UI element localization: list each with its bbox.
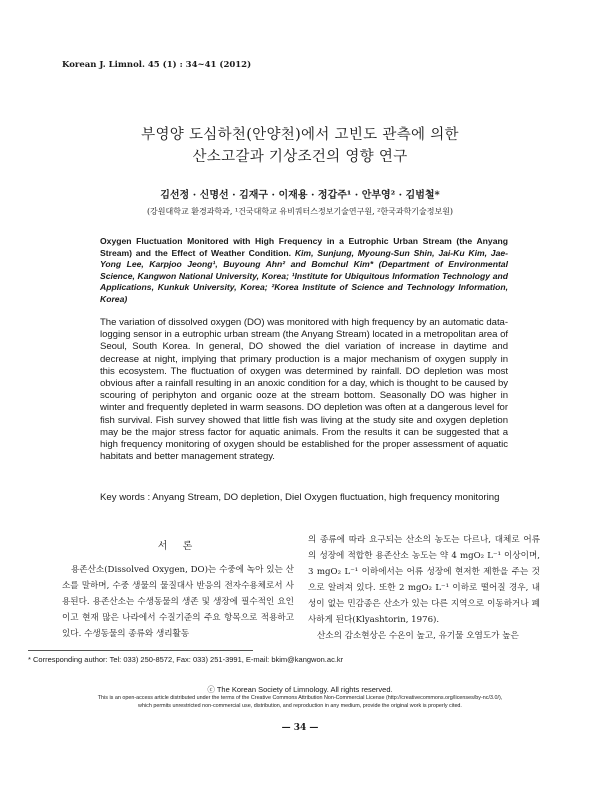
body-paragraph: 산소의 감소현상은 수온이 높고, 유기물 오염도가 높은: [317, 631, 519, 641]
korean-title: [40, 124, 560, 168]
body-paragraph: 의 종류에 따라 요구되는 산소의 농도는 다르나, 대체로 어류의 성장에 적합한 용존산소 농도는 약 4 mgO₂ L⁻¹ 이상이며, 3 mgO₂ L⁻¹ 이하에서는 어류 성장에 현저한 제한을 주는 것으로 알려져 있다. 또한 2 mgO₂ L⁻¹ 이하로 떨어질 경우, 내성이 없는 민감종은 산소가 있는 다른 지역으로 이동하거나 폐사하게 된다(Klyashtorin, 1976).: [308, 535, 540, 625]
license-notice: [28, 694, 572, 710]
keywords-label: Key words :: [100, 492, 151, 503]
license-line-2: which permits unrestricted non-commercial use, distribution, and reproduction in any medium, provide the original work is properly cited.: [138, 703, 462, 709]
english-authors: Kim, Sunjung, Myoung-Sun Shin, Jai-Ku Kim, Jae-Yong Lee, Karpjoo Jeong¹, Buyoung Ahn² and Bomchul Kim*: [100, 247, 508, 270]
title-line-2: 산소고갈과 기상조건의 영향 연구: [192, 149, 408, 165]
page-number: — 34 —: [281, 723, 319, 733]
right-column: [308, 532, 540, 644]
copyright-notice: ⓒ The Korean Society of Limnology. All rights reserved.: [207, 685, 393, 694]
footnote-divider: [28, 650, 253, 651]
title-line-1: 부영양 도심하천(안양천)에서 고빈도 관측에 의한: [141, 127, 459, 143]
english-title-block: [100, 236, 508, 306]
keywords-text: Anyang Stream, DO depletion, Diel Oxygen fluctuation, high frequency monitoring: [152, 492, 500, 503]
korean-affiliations: (강원대학교 환경과학과, ¹건국대학교 유비쿼터스정보기술연구원, ²한국과학기술정보원): [146, 207, 454, 216]
license-line-1: This is an open-access article distributed under the terms of the Creative Commons Attribution Non-Commercial License (http://creativecommons.org/licenses/by-nc/3.0/),: [97, 695, 503, 701]
keywords: [100, 492, 508, 504]
english-title: Oxygen Fluctuation Monitored with High Frequency in a Eutrophic Urban Stream (the Anyang Stream) and the Effect of Weather Condition.: [100, 236, 508, 258]
english-affiliations: (Department of Environmental Science, Kangwon National University, Korea; ¹Institute for Ubiquitous Information Technology and Applications, Kunkuk University, Korea; ²Korea Institute of Science and Technology Information, Korea): [100, 259, 508, 304]
left-column: [62, 537, 294, 642]
body-paragraph: 용존산소(Dissolved Oxygen, DO)는 수중에 녹아 있는 산소를 말하며, 수중 생물의 물질대사 반응의 전자수용체로서 사용된다. 용존산소는 수생동물의 생존 및 생장에 필수적인 요인이고 현재 많은 나라에서 수질기준의 주요 항목으로 적용하고 있다. 수생동물의 종류와 생리활동: [62, 565, 294, 639]
korean-authors: 김선정 · 신명선 · 김재구 · 이재용 · 정갑주¹ · 안부영² · 김범철*: [160, 190, 440, 201]
section-heading-introduction: 서 론: [157, 541, 199, 552]
corresponding-author-footnote: * Corresponding author: Tel: 033) 250-8572, Fax: 033) 251-3991, E-mail: bkim@kangwon.ac.kr: [28, 655, 344, 664]
abstract: The variation of dissolved oxygen (DO) was monitored with high frequency by an automatic data-logging sensor in a eutrophic urban stream (the Anyang Stream) located in a metropolitan area of Seoul, South Korea. In general, DO showed the diel variation of increase in daytime and decrease at night, implying that primary production is a major mechanism of oxygen supply in this ecosystem. The fluctuation of oxygen was determined by rainfall. DO depletion was most obvious after a rainfall resulting in an anoxic condition for a day, which is thought to be caused by scouring of periphyton and organic ooze at the stream bottom. Seasonally DO was higher in winter and frequently depleted in warm seasons. DO depletion was often at a dangerous level for fish survival. Fish survey showed that little fish was living at the study site and oxygen depletion may be the major stress factor for aquatic animals. From the results it can be suggested that a high frequency monitoring of oxygen should be established for the proper assessment of aquatic habitats and better management strategy.: [100, 317, 508, 463]
journal-reference: Korean J. Limnol. 45 (1) : 34~41 (2012): [62, 60, 252, 70]
